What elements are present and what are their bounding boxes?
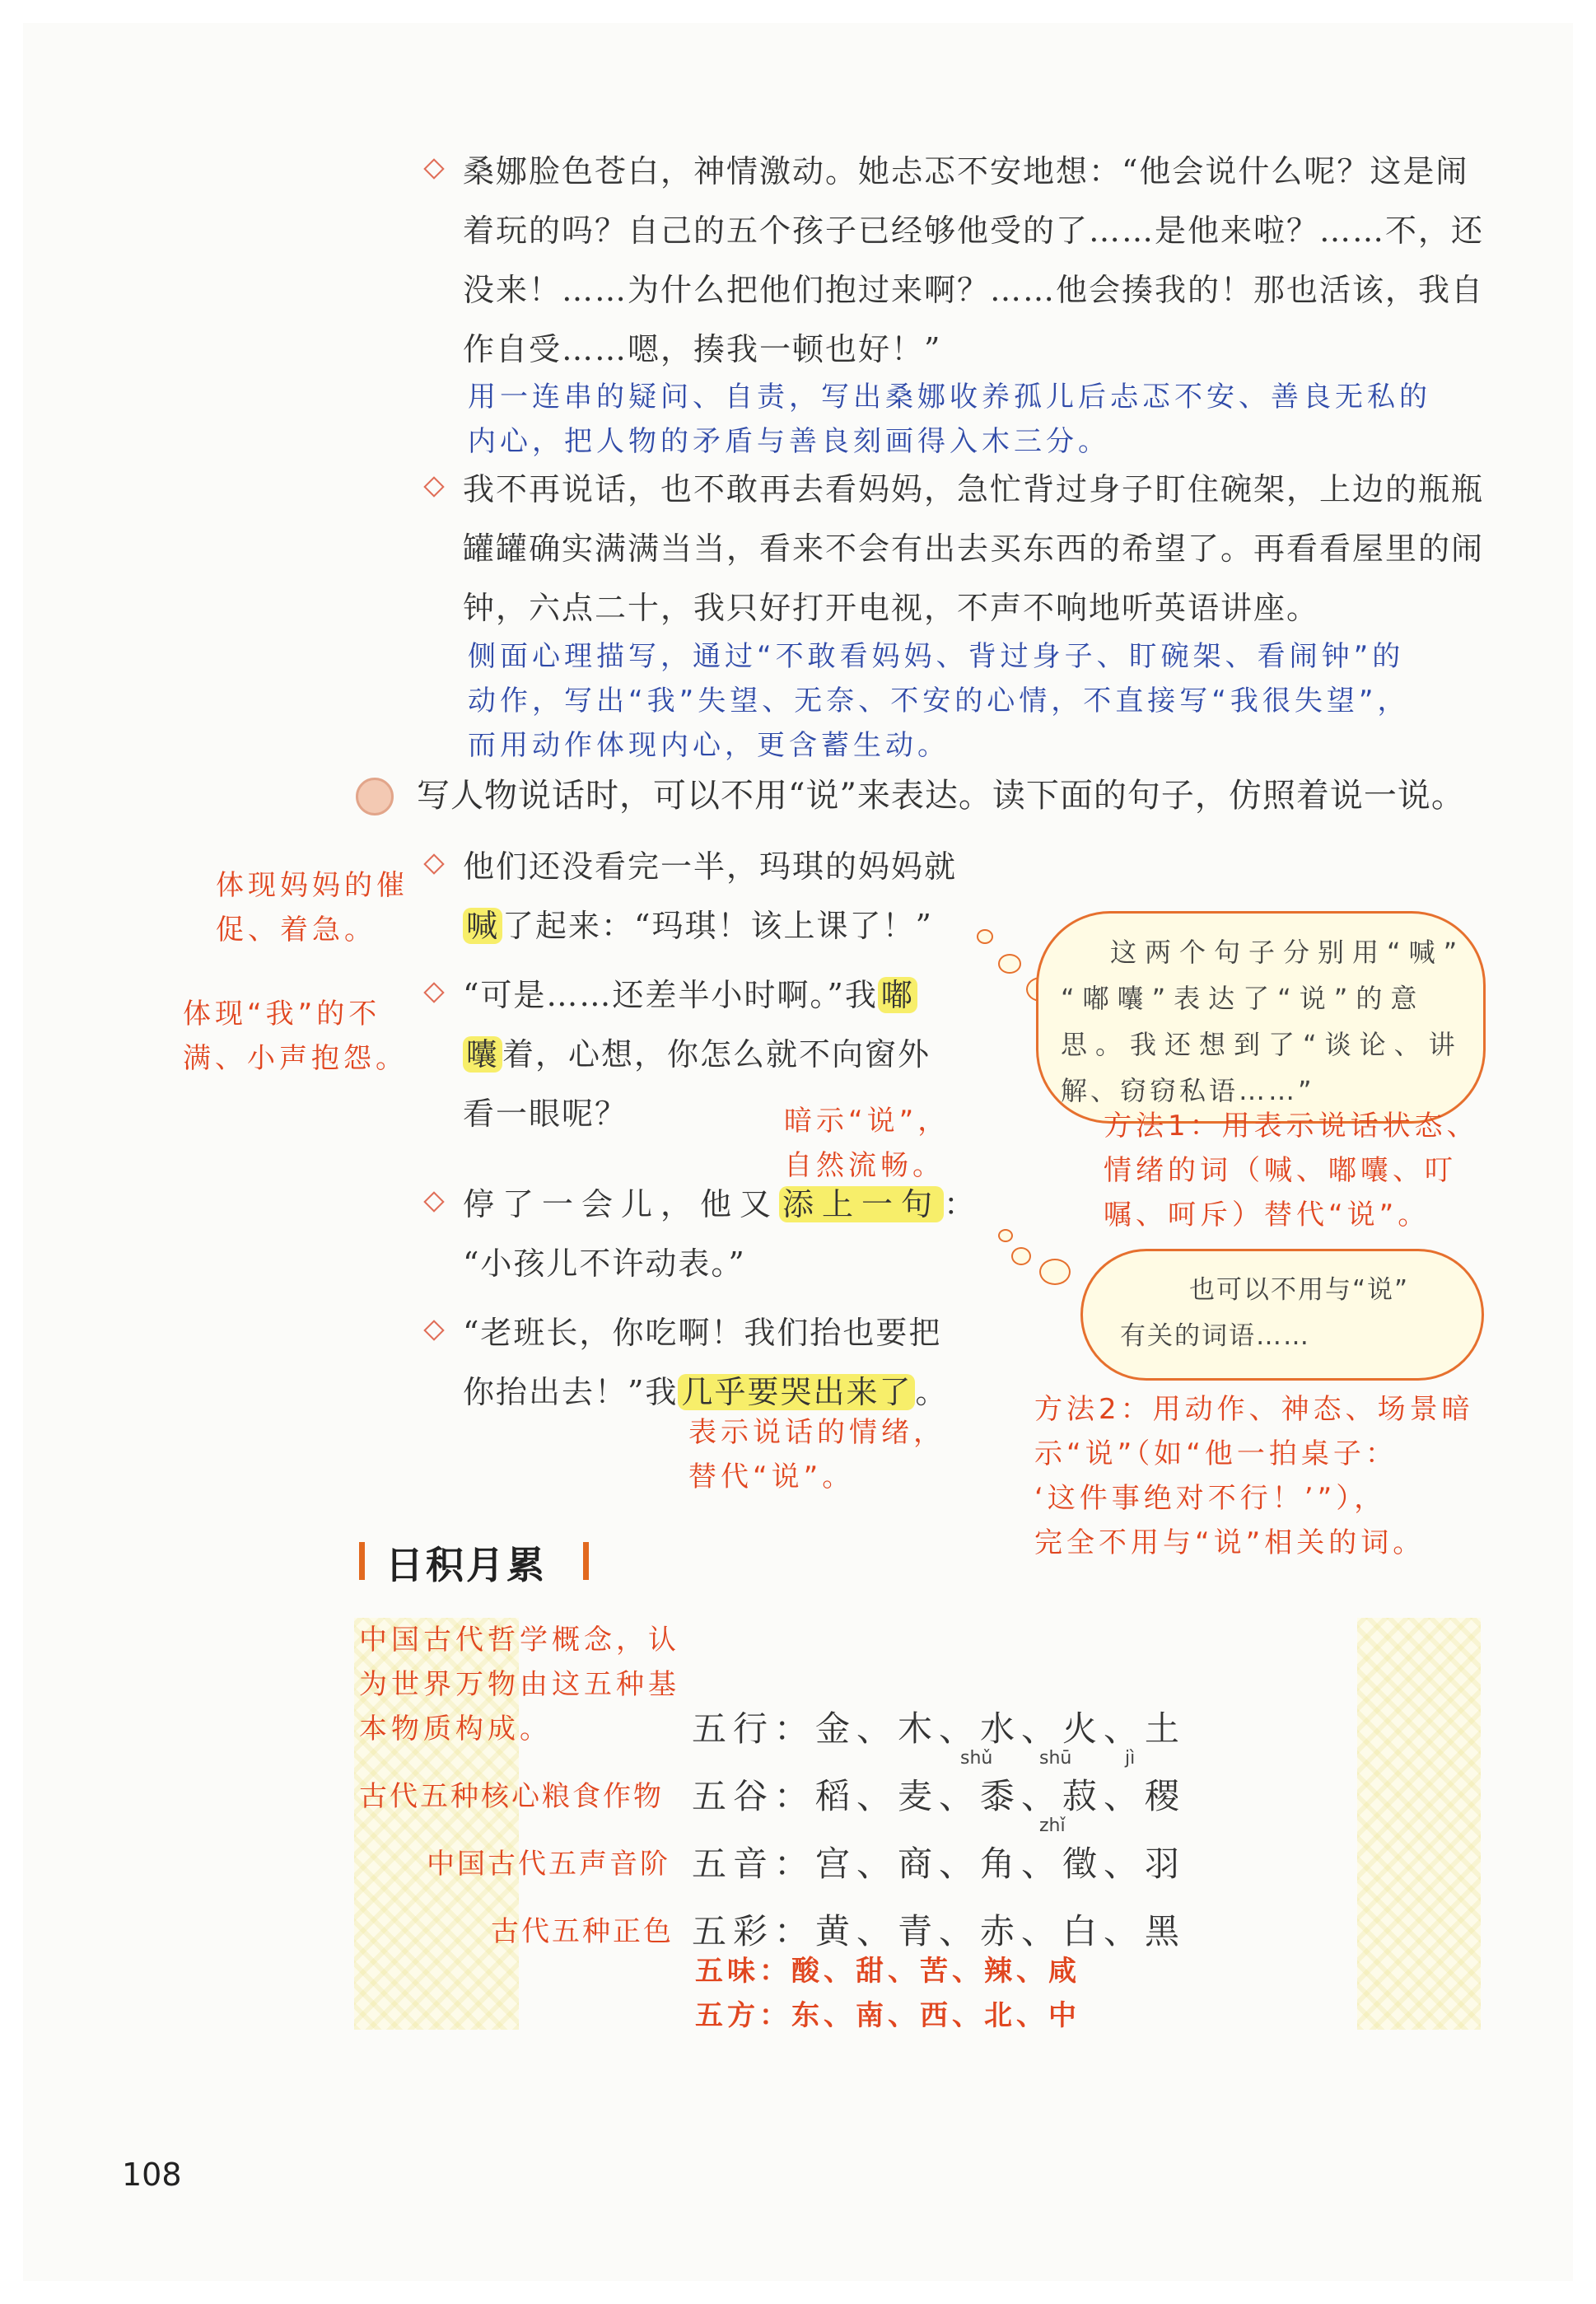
title-bar-right [583, 1542, 589, 1580]
wuyin-label: 中国古代五声音阶 [427, 1848, 670, 1881]
text-line: “可是……还差半小时啊。”我 嘟 [463, 965, 1006, 1025]
wugu-row: 五谷：稻、麦、黍、菽、稷 [692, 1776, 1187, 1816]
title-bar-left [359, 1542, 365, 1580]
sentence-4 [463, 1303, 1039, 1422]
task-instruction: 写人物说话时，可以不用“说”来表达。读下面的句子，仿照着说一说。 [417, 777, 1465, 815]
section-title: 日积月累 [385, 1543, 547, 1587]
text-line: 看一眼呢？ [463, 1096, 628, 1132]
text-line: 罐罐确实满满当当，看来不会有出去买东西的希望了。再看看屋里的闹 [463, 530, 1485, 567]
side-note-complain: 体现“我”的不 满、小声抱怨。 [183, 998, 408, 1075]
text-line: 囔 着，心想，你怎么就不向窗外 [463, 1025, 1006, 1084]
text-line: 我不再说话，也不敢再去看妈妈，急忙背过身子盯住碗架，上边的瓶瓶 [463, 471, 1485, 507]
highlight-word: 嘟 [878, 977, 917, 1013]
pinyin-zhi: zhǐ [1039, 1816, 1066, 1836]
text-line: 停了一会儿，他又 添上一句 ： [463, 1186, 984, 1222]
method-1-note: 方法1：用表示说话状态、 情绪的词（喊、嘟囔、叮 嘱、呵斥）替代“说”。 [1104, 1110, 1479, 1231]
pinyin-shu-1: shǔ [960, 1748, 993, 1769]
thought-bubble-icon [1011, 1247, 1031, 1265]
text-line: “小孩儿不许动表。” [463, 1245, 746, 1282]
thought-bubble-icon [1039, 1259, 1071, 1285]
note-line: 而用动作体现内心，更含蓄生动。 [468, 729, 950, 762]
text-line: “老班长，你吃啊！我们抬也要把 [463, 1315, 942, 1351]
method-2-note: 方法2：用动作、神态、场景暗 示“说”（如“他一拍桌子： ‘这件事绝对不行！’”）， 完全不用与“说”相关的词。 [1034, 1393, 1474, 1559]
sentence-1 [463, 837, 990, 956]
annotation-note-1 [468, 375, 1505, 464]
highlight-word: 囔 [463, 1036, 502, 1073]
thought-bubble-icon [998, 954, 1021, 974]
wuxing-row: 五行：金、木、水、火、土 [692, 1708, 1187, 1749]
example-paragraph-2 [463, 460, 1492, 638]
annotation-note-2 [468, 634, 1505, 768]
text-line: 没来！……为什么把他们抱过来啊？……他会揍我的！那也活该，我自 [463, 272, 1485, 308]
page-number: 108 [122, 2157, 182, 2193]
wuyin-row: 五音：宫、商、角、徵、羽 [692, 1844, 1187, 1884]
text-line: 喊 了起来：“玛琪！该上课了！” [463, 896, 990, 956]
note-line: 内心，把人物的矛盾与善良刻画得入木三分。 [468, 425, 1110, 458]
example-paragraph-1 [463, 142, 1492, 379]
note-line: 用一连串的疑问、自责，写出桑娜收养孤儿后忐忑不安、善良无私的 [468, 381, 1431, 414]
sentence-3 [463, 1175, 1006, 1293]
side-note-emotion: 表示说话的情绪， 替代“说”。 [688, 1416, 945, 1493]
thought-bubble-icon [977, 929, 993, 944]
note-line: 动作，写出“我”失望、无奈、不安的心情，不直接写“我很失望”， [468, 685, 1410, 717]
text-line: 钟，六点二十，我只好打开电视，不声不响地听英语讲座。 [463, 590, 1320, 626]
thought-cloud-1-text: 这两个句子分别用“喊” “嘟囔”表达了“说”的意 思。我还想到了“谈论、讲 解、窃窃私语……” [1061, 937, 1466, 1106]
highlight-word: 添上一句 [779, 1186, 944, 1222]
pinyin-ji: jì [1125, 1748, 1136, 1769]
decorative-pattern-right [1357, 1618, 1481, 2030]
highlight-word: 喊 [463, 908, 502, 944]
wucai-label: 古代五种正色 [491, 1915, 674, 1948]
thought-cloud-2-text: 也可以不用与“说” 有关的词语…… [1120, 1275, 1410, 1351]
task-icon [356, 778, 394, 816]
wucai-row: 五彩：黄、青、赤、白、黑 [692, 1911, 1187, 1951]
extra-lists: 五味：酸、甜、苦、辣、咸 五方：东、南、西、北、中 [695, 1955, 1080, 2032]
thought-bubble-icon [998, 1229, 1013, 1242]
pinyin-shu-2: shū [1039, 1748, 1072, 1769]
text-line: 他们还没看完一半，玛琪的妈妈就 [463, 848, 958, 885]
wuxing-note: 中国古代哲学概念，认 为世界万物由这五种基 本物质构成。 [359, 1624, 680, 1746]
side-note-urge: 体现妈妈的催 促、着急。 [216, 869, 408, 946]
note-line: 侧面心理描写，通过“不敢看妈妈、背过身子、盯碗架、看闹钟”的 [468, 640, 1405, 673]
text-line: 桑娜脸色苍白，神情激动。她忐忑不安地想：“他会说什么呢？这是闹 [463, 153, 1469, 189]
side-note-hint: 暗示“说”， 自然流畅。 [784, 1105, 950, 1182]
text-line: 你抬出去！”我 几乎要哭出来了 。 [463, 1374, 949, 1410]
text-line: 作自受……嗯，揍我一顿也好！” [463, 331, 942, 367]
text-line: 着玩的吗？自己的五个孩子已经够他受的了……是他来啦？……不，还 [463, 213, 1485, 249]
wugu-label: 古代五种核心粮食作物 [359, 1780, 664, 1813]
highlight-word: 几乎要哭出来了 [678, 1374, 915, 1410]
